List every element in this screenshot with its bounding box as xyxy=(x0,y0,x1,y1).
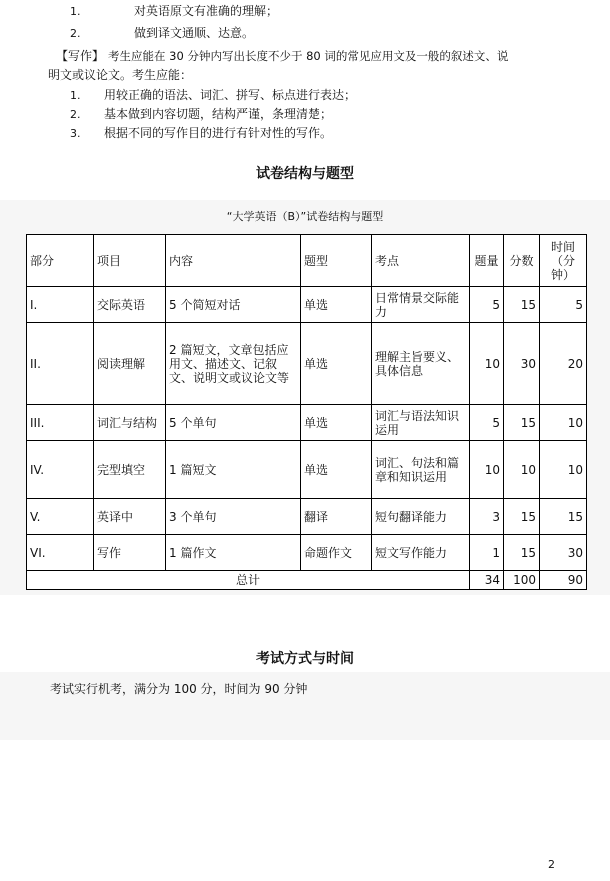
header-part: 部分 xyxy=(27,235,94,287)
cell-content: 5 个简短对话 xyxy=(166,287,301,323)
reading-item-1-number: 1. xyxy=(70,5,81,18)
header-type: 题型 xyxy=(301,235,372,287)
total-label: 总计 xyxy=(27,571,470,590)
cell-time: 10 xyxy=(540,441,587,499)
header-item: 项目 xyxy=(94,235,166,287)
cell-item: 完型填空 xyxy=(94,441,166,499)
cell-score: 30 xyxy=(504,323,540,405)
cell-item: 阅读理解 xyxy=(94,323,166,405)
cell-point: 日常情景交际能力 xyxy=(372,287,470,323)
cell-type: 单选 xyxy=(301,441,372,499)
cell-item: 写作 xyxy=(94,535,166,571)
writing-item-1-text: 用较正确的语法、词汇、拼写、标点进行表达； xyxy=(104,88,357,102)
cell-time: 20 xyxy=(540,323,587,405)
cell-count: 5 xyxy=(470,287,504,323)
cell-type: 命题作文 xyxy=(301,535,372,571)
writing-item-1-number: 1. xyxy=(70,89,81,102)
cell-count: 3 xyxy=(470,499,504,535)
cell-part: V. xyxy=(27,499,94,535)
writing-label: 【写作】 xyxy=(56,49,105,63)
cell-time: 10 xyxy=(540,405,587,441)
cell-count: 10 xyxy=(470,441,504,499)
cell-type: 单选 xyxy=(301,405,372,441)
cell-part: VI. xyxy=(27,535,94,571)
table-title: “大学英语（B）”试卷结构与题型 xyxy=(226,210,384,223)
page-number: 2 xyxy=(548,858,555,871)
cell-point: 短文写作能力 xyxy=(372,535,470,571)
total-count: 34 xyxy=(470,571,504,590)
cell-score: 15 xyxy=(504,535,540,571)
cell-score: 15 xyxy=(504,287,540,323)
cell-content: 1 篇短文 xyxy=(166,441,301,499)
cell-point: 理解主旨要义、具体信息 xyxy=(372,323,470,405)
cell-type: 单选 xyxy=(301,287,372,323)
cell-item: 交际英语 xyxy=(94,287,166,323)
cell-content: 2 篇短文，文章包括应用文、描述文、记叙文、说明文或议论文等 xyxy=(166,323,301,405)
writing-item-3-number: 3. xyxy=(70,127,81,140)
writing-item-3-text: 根据不同的写作目的进行有针对性的写作。 xyxy=(104,126,333,140)
header-content: 内容 xyxy=(166,235,301,287)
reading-item-2-text: 做到译文通顺、达意。 xyxy=(134,26,255,40)
cell-score: 15 xyxy=(504,405,540,441)
header-score: 分数 xyxy=(504,235,540,287)
reading-item-1-text: 对英语原文有准确的理解； xyxy=(134,4,279,18)
total-score: 100 xyxy=(504,571,540,590)
cell-time: 15 xyxy=(540,499,587,535)
writing-intro-line1: 考生应能在 30 分钟内写出长度不少于 80 词的常见应用文及一般的叙述文、说 xyxy=(108,49,509,63)
cell-score: 10 xyxy=(504,441,540,499)
table-total-row xyxy=(27,571,587,590)
writing-item-2-text: 基本做到内容切题，结构严谨，条理清楚； xyxy=(104,107,333,121)
cell-part: I. xyxy=(27,287,94,323)
cell-content: 5 个单句 xyxy=(166,405,301,441)
structure-heading: 试卷结构与题型 xyxy=(256,166,354,182)
cell-type: 单选 xyxy=(301,323,372,405)
table-row xyxy=(27,323,587,405)
cell-content: 3 个单句 xyxy=(166,499,301,535)
cell-part: II. xyxy=(27,323,94,405)
cell-item: 英译中 xyxy=(94,499,166,535)
header-time: 时间（分钟） xyxy=(540,235,587,287)
writing-item-2-number: 2. xyxy=(70,108,81,121)
writing-intro-line2: 明文或议论文。考生应能： xyxy=(48,68,193,82)
table-row xyxy=(27,535,587,571)
exam-mode-text: 考试实行机考，满分为 100 分，时间为 90 分钟 xyxy=(50,682,308,696)
exam-structure-table xyxy=(26,234,587,590)
cell-point: 短句翻译能力 xyxy=(372,499,470,535)
cell-part: III. xyxy=(27,405,94,441)
table-header-row xyxy=(27,235,587,287)
table-row xyxy=(27,499,587,535)
cell-point: 词汇与语法知识运用 xyxy=(372,405,470,441)
cell-content: 1 篇作文 xyxy=(166,535,301,571)
cell-type: 翻译 xyxy=(301,499,372,535)
header-point: 考点 xyxy=(372,235,470,287)
table-row xyxy=(27,287,587,323)
cell-part: IV. xyxy=(27,441,94,499)
cell-point: 词汇、句法和篇章和知识运用 xyxy=(372,441,470,499)
table-row xyxy=(27,441,587,499)
cell-time: 30 xyxy=(540,535,587,571)
cell-count: 1 xyxy=(470,535,504,571)
exam-mode-heading: 考试方式与时间 xyxy=(256,651,354,667)
cell-item: 词汇与结构 xyxy=(94,405,166,441)
cell-count: 5 xyxy=(470,405,504,441)
cell-time: 5 xyxy=(540,287,587,323)
cell-score: 15 xyxy=(504,499,540,535)
reading-item-2-number: 2. xyxy=(70,27,81,40)
header-count: 题量 xyxy=(470,235,504,287)
cell-count: 10 xyxy=(470,323,504,405)
table-row xyxy=(27,405,587,441)
total-time: 90 xyxy=(540,571,587,590)
